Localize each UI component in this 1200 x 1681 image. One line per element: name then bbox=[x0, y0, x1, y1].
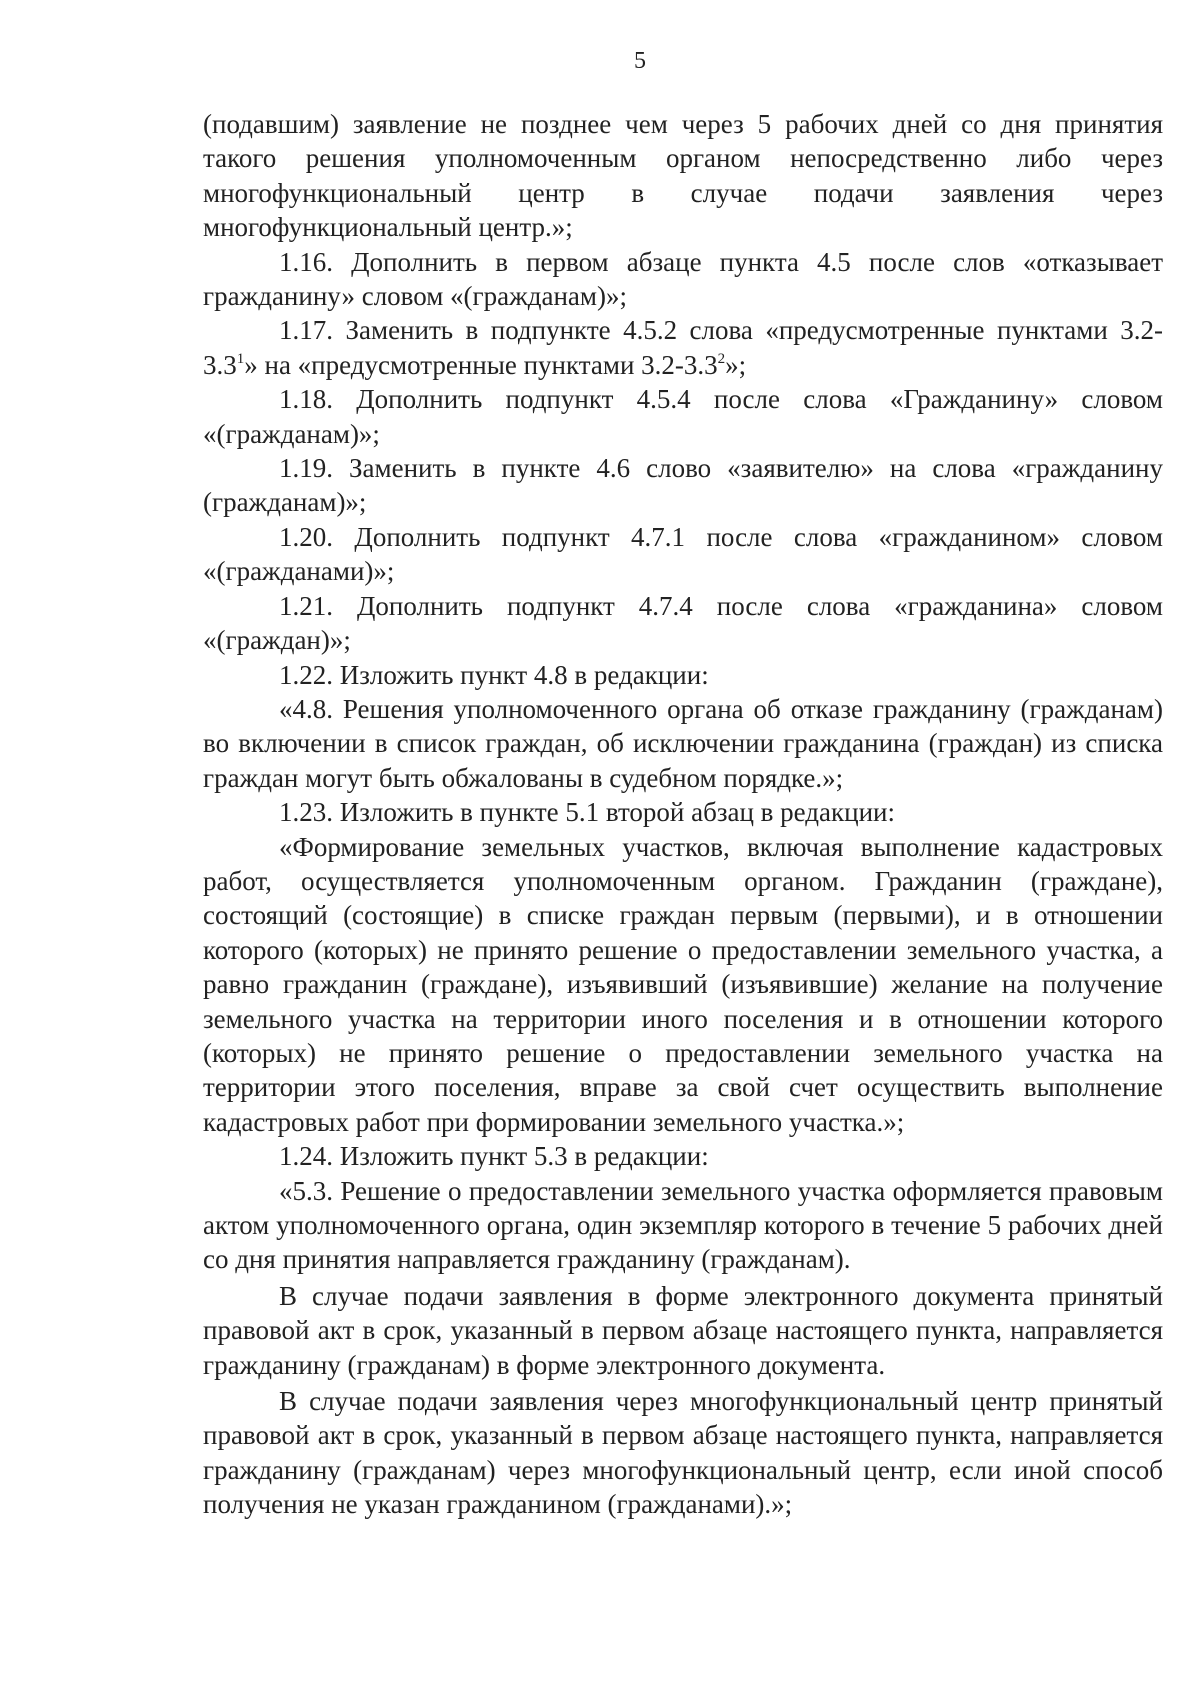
superscript-1: 1 bbox=[236, 350, 245, 367]
paragraph-5-3-electronic: В случае подачи заявления в форме электронного документа принятый правовой акт в срок, указанный в первом абзаце настоящего пункта, направляется гражданину (гражданам) в форме электронного документа. bbox=[203, 1280, 1163, 1380]
paragraph-1-16: 1.16. Дополнить в первом абзаце пункта 4.5 после слов «отказывает гражданину» словом «(гражданам)»; bbox=[203, 246, 1163, 312]
paragraph-5-1-quote: «Формирование земельных участков, включая выполнение кадастровых работ, осуществляется уполномоченным органом. Гражданин (граждане), состоящий (состоящие) в списке граждан первым (первыми), и в отношении которого (которых) не принято решение о предоставлении земельного участка, а равно гражданин (граждане), изъявивший (изъявившие) желание на получение земельного участка на территории иного поселения и в отношении которого (которых) не принято решение о предоставлении земельного участка на территории этого поселения, вправе за свой счет осуществить выполнение кадастровых работ при формировании земельного участка.»; bbox=[203, 831, 1163, 1137]
superscript-2: 2 bbox=[717, 350, 726, 367]
paragraph-4-8-quote: «4.8. Решения уполномоченного органа об отказе гражданину (гражданам) во включении в список граждан, об исключении гражданина (граждан) из списка граждан могут быть обжалованы в судебном порядке.»; bbox=[203, 693, 1163, 793]
paragraph-5-3-quote: «5.3. Решение о предоставлении земельного участка оформляется правовым актом уполномоченного органа, один экземпляр которого в течение 5 рабочих дней со дня принятия направляется гражданину (гражданам). bbox=[203, 1175, 1163, 1275]
paragraph-1-23: 1.23. Изложить в пункте 5.1 второй абзац в редакции: bbox=[279, 797, 895, 828]
paragraph-1-20: 1.20. Дополнить подпункт 4.7.1 после слова «гражданином» словом «(гражданами)»; bbox=[203, 521, 1163, 587]
paragraph-1-19: 1.19. Заменить в пункте 4.6 слово «заявителю» на слова «гражданину (гражданам)»; bbox=[203, 453, 1163, 518]
paragraph-1-18: 1.18. Дополнить подпункт 4.5.4 после слова «Гражданину» словом «(гражданам)»; bbox=[203, 384, 1163, 449]
paragraph-5-3-mfc: В случае подачи заявления через многофункциональный центр принятый правовой акт в срок, указанный в первом абзаце настоящего пункта, направляется гражданину (гражданам) через многофункциональный центр, если иной способ получения не указан гражданином (гражданами).»; bbox=[203, 1386, 1163, 1520]
paragraph-1-22: 1.22. Изложить пункт 4.8 в редакции: bbox=[279, 659, 709, 690]
document-body bbox=[203, 107, 1163, 1522]
paragraph-1-21: 1.21. Дополнить подпункт 4.7.4 после слова «гражданина» словом «(граждан)»; bbox=[203, 590, 1163, 656]
paragraph-1-17 bbox=[203, 313, 1163, 382]
paragraph-1-17-middle: » на «предусмотренные пунктами 3.2-3.3 bbox=[244, 349, 718, 380]
paragraph-1-17-after: »; bbox=[725, 349, 747, 380]
paragraph-1-17-before: 1.17. Заменить в подпункте 4.5.2 слова «предусмотренные пунктами 3.2-3.3 bbox=[203, 315, 1163, 380]
paragraph-intro: (подавшим) заявление не позднее чем через 5 рабочих дней со дня принятия такого решения уполномоченным органом непосредственно либо через многофункциональный центр в случае подачи заявления через многофункциональный центр.»; bbox=[203, 109, 1163, 243]
paragraph-1-24: 1.24. Изложить пункт 5.3 в редакции: bbox=[279, 1141, 709, 1172]
page-number: 5 bbox=[634, 48, 646, 74]
